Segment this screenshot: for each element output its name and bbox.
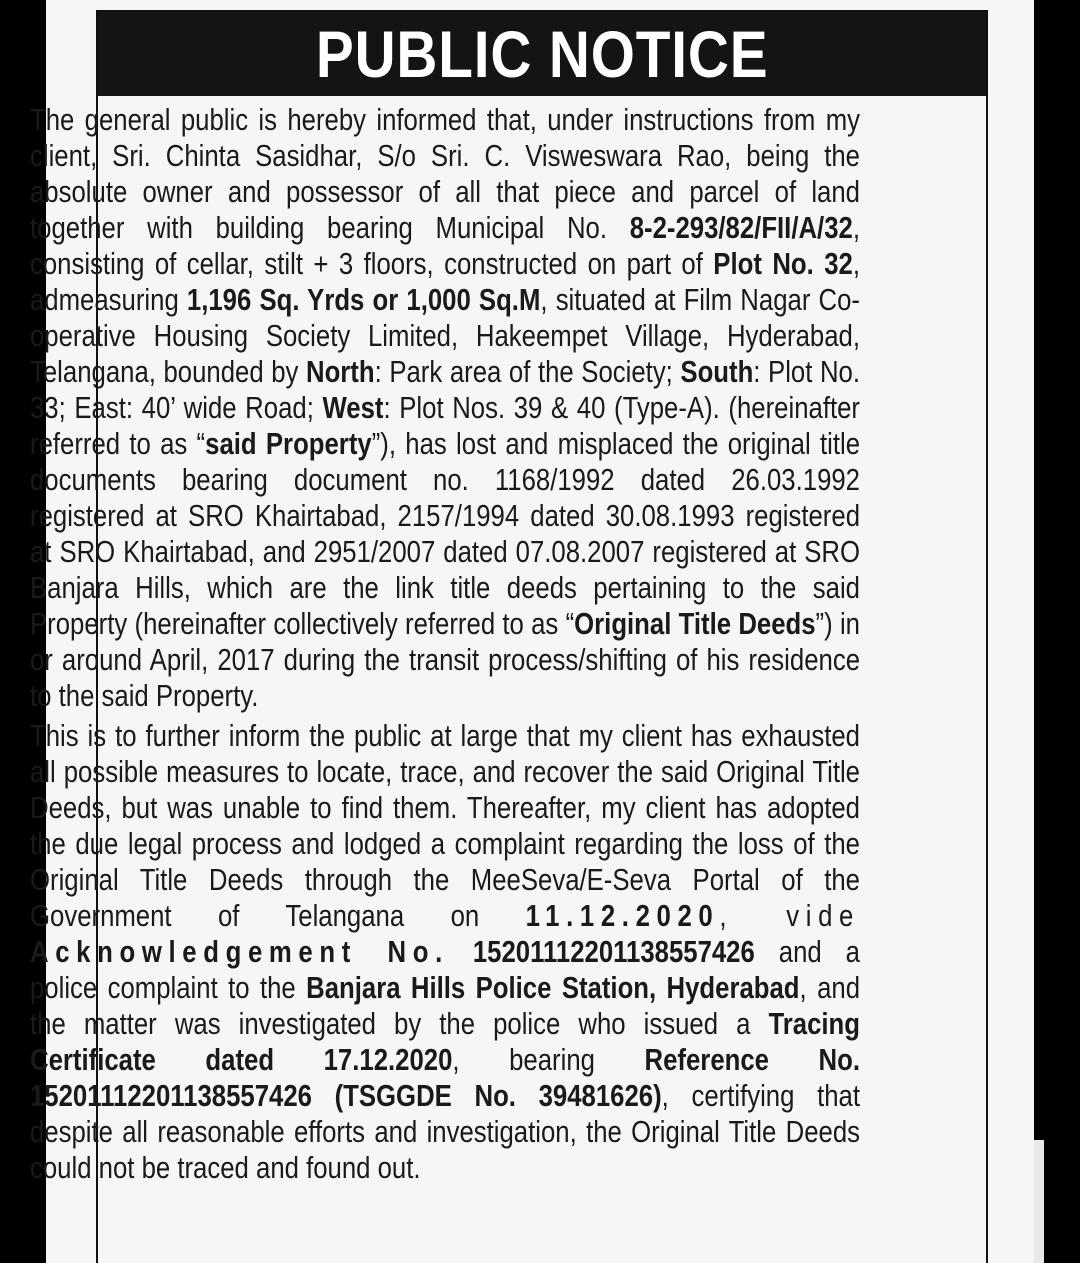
- p2-text-2: , vide: [719, 898, 860, 933]
- acknowledgement-number: 15201112201138557426: [472, 934, 755, 969]
- notice-body: [30, 102, 860, 1186]
- original-title-deeds-term: Original Title Deeds: [574, 606, 816, 641]
- notice-paragraph-1: [30, 102, 860, 714]
- tracing-certificate: Tracing Certificate dated 17.12.2020: [30, 1006, 860, 1077]
- p1-text-9: ”) in or around April, 2017 during the transit process/shifting of his residence to the said Property.: [30, 606, 860, 713]
- p2-text-6: , certifying that despite all reasonable efforts and investigation, the Original Title Deeds could not be traced and found out.: [30, 1078, 860, 1185]
- boundary-west-label: West: [322, 390, 384, 425]
- municipal-number: 8-2-293/82/FII/A/32: [629, 210, 853, 245]
- said-property-term: said Property: [205, 426, 372, 461]
- boundary-north-label: North: [306, 354, 375, 389]
- p1-text-8: ”), has lost and misplaced the original title documents bearing document no. 1168/1992 dated 26.03.1992 registered at SRO Khairtabad, 2157/1994 dated 30.08.1993 registered at SRO Khairtabad, and 2951/2007 dated 07.08.2007 registered at SRO Banjara Hills, which are the link title deeds pertaining to the said Property (hereinafter collectively referred to as “: [30, 426, 860, 641]
- boundary-south-label: South: [680, 354, 754, 389]
- right-edge-tab: [1034, 1140, 1044, 1263]
- p1-text-2: , consisting of cellar, stilt + 3 floors, constructed on part of: [30, 210, 860, 281]
- plot-number: Plot No. 32: [713, 246, 853, 281]
- p1-text-7: : Plot Nos. 39 & 40 (Type-A). (hereinafter referred to as “: [30, 390, 860, 461]
- p1-text-5: : Park area of the Society;: [374, 354, 681, 389]
- p2-text-5: , bearing: [452, 1042, 645, 1077]
- p1-text-4: , situated at Film Nagar Co-operative Housing Society Limited, Hakeempet Village, Hyderabad, Telangana, bounded by: [30, 282, 860, 389]
- p1-text-1: The general public is hereby informed that, under instructions from my client, Sri. Chinta Sasidhar, S/o Sri. C. Visweswara Rao, being the absolute owner and possessor of all that piece and parcel of land together with building bearing Municipal No.: [30, 102, 860, 245]
- right-black-border: [1034, 0, 1080, 1263]
- p2-text-1: This is to further inform the public at large that my client has exhausted all possible measures to locate, trace, and recover the said Original Title Deeds, but was unable to find them. Thereafter, my client has adopted the due legal process and lodged a complaint regarding the loss of the Original Title Deeds through the MeeSeva/E-Seva Portal of the Government of Telangana on: [30, 718, 860, 933]
- police-station: Banjara Hills Police Station, Hyderabad: [306, 970, 800, 1005]
- p1-text-3: , admeasuring: [30, 246, 860, 317]
- complaint-date: 11.12.2020: [525, 898, 720, 933]
- p1-text-6: : Plot No. 33; East: 40’ wide Road;: [30, 354, 861, 425]
- p2-text-4: , and the matter was investigated by the police who issued a: [30, 970, 861, 1041]
- plot-area: 1,196 Sq. Yrds or 1,000 Sq.M: [186, 282, 541, 317]
- acknowledgement-label: Acknowledgement No.: [30, 934, 449, 969]
- notice-paragraph-2: [30, 718, 860, 1186]
- notice-title: PUBLIC NOTICE: [315, 17, 769, 91]
- reference-number: Reference No. 15201112201138557426 (TSGGDE No. 39481626): [30, 1042, 860, 1113]
- notice-header-bar: [98, 12, 986, 96]
- p2-text-3: and a police complaint to the: [30, 934, 860, 1005]
